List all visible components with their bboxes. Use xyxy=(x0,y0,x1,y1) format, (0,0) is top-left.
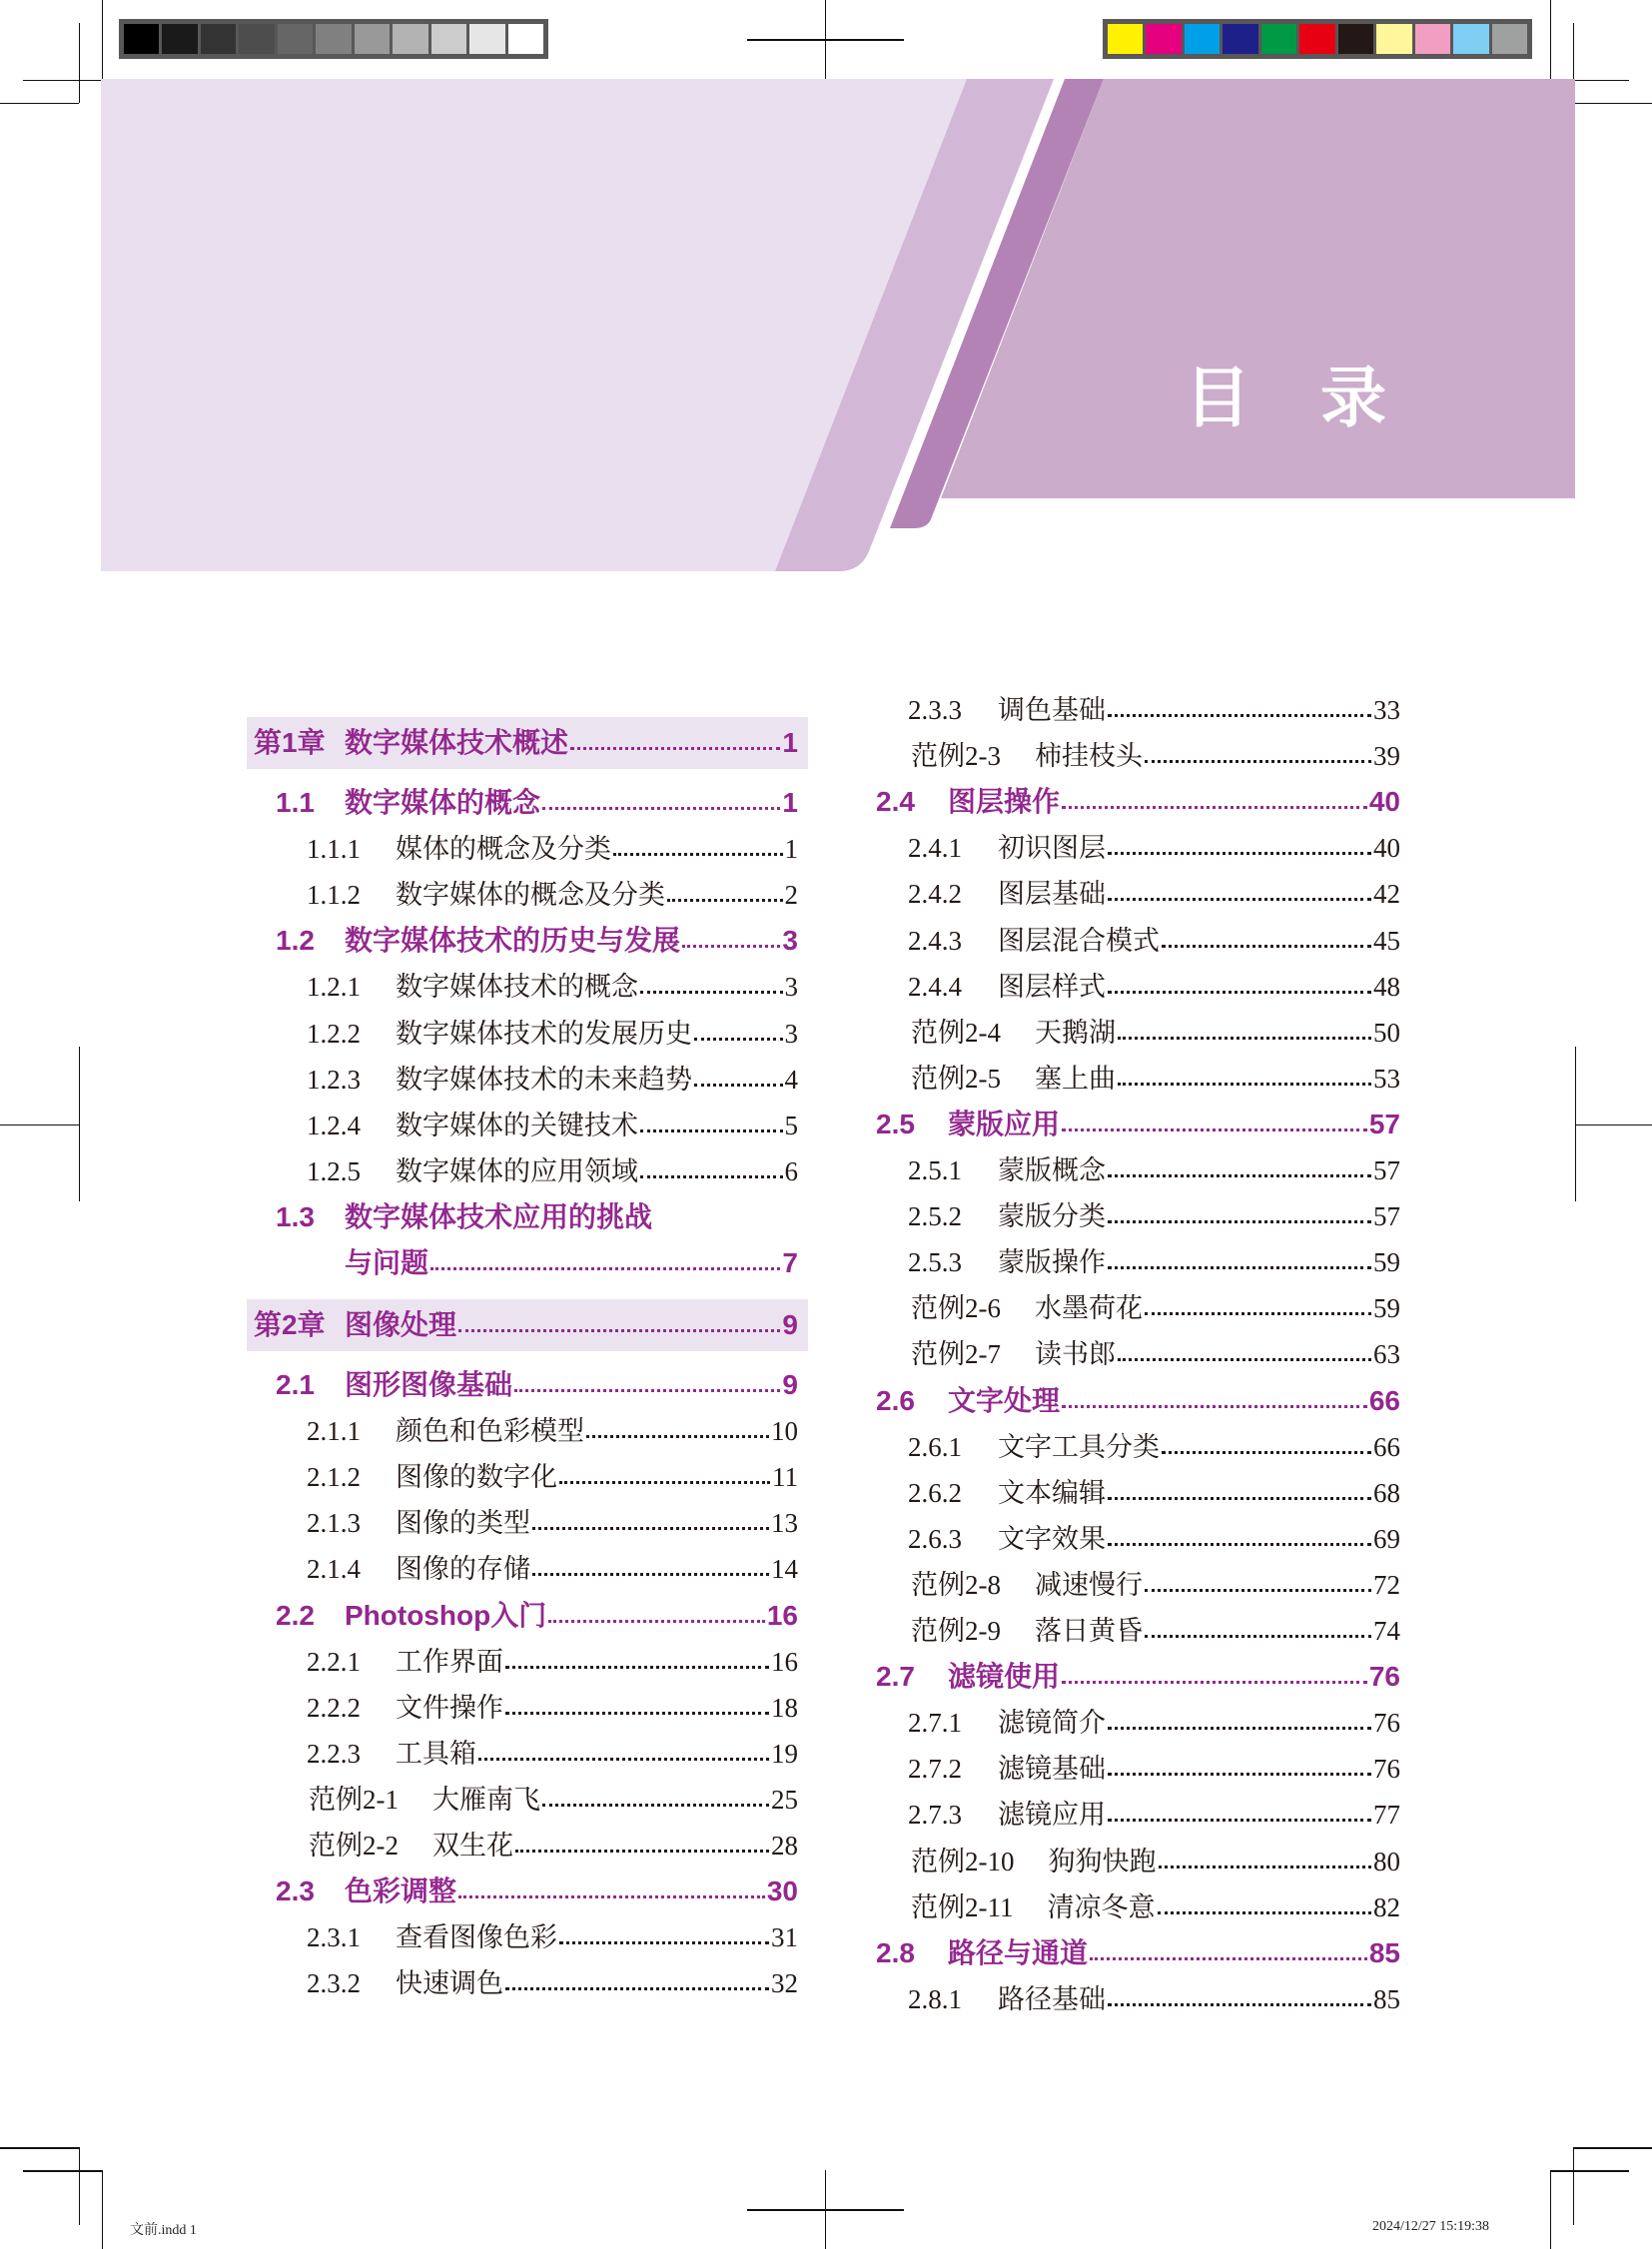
crop-mark-line xyxy=(1573,2147,1652,2149)
toc-entry-section[interactable] xyxy=(276,1362,798,1408)
toc-entry-sub[interactable] xyxy=(307,964,798,1010)
toc-entry-sub[interactable] xyxy=(908,918,1400,964)
entry-title: 减速慢行 xyxy=(1035,1569,1143,1600)
toc-entry-sub[interactable] xyxy=(307,1960,798,2006)
entry-title: 查看图像色彩 xyxy=(396,1922,557,1953)
entry-number: 2.8 xyxy=(876,1936,915,1968)
dot-leader xyxy=(514,1389,780,1392)
entry-page-number: 31 xyxy=(771,1922,798,1953)
toc-entry-sub[interactable] xyxy=(908,1746,1400,1792)
entry-page-number: 76 xyxy=(1373,1708,1400,1739)
toc-entry-example[interactable] xyxy=(911,1608,1400,1654)
entry-title: 蒙版概念 xyxy=(998,1155,1106,1185)
entry-title: 文字工具分类 xyxy=(998,1431,1160,1462)
entry-title: 滤镜使用 xyxy=(948,1661,1061,1693)
entry-title: 图层样式 xyxy=(998,971,1106,1002)
entry-number: 2.1.2 xyxy=(307,1462,361,1493)
entry-title: 数字媒体技术的未来趋势 xyxy=(396,1064,692,1095)
entry-page-number: 28 xyxy=(771,1831,798,1861)
entry-page-number: 1 xyxy=(782,727,798,758)
entry-number: 2.3.3 xyxy=(908,695,962,725)
entry-number: 2.7 xyxy=(876,1661,915,1693)
entry-number: 2.7.2 xyxy=(908,1754,962,1785)
entry-number: 2.6.3 xyxy=(908,1523,962,1554)
entry-page-number: 9 xyxy=(782,1369,798,1400)
toc-entry-sub[interactable] xyxy=(908,1976,1400,2022)
dot-leader xyxy=(682,945,780,948)
toc-entry-sub[interactable] xyxy=(908,1193,1400,1239)
dot-leader xyxy=(1145,1589,1371,1592)
entry-page-number: 5 xyxy=(784,1110,798,1140)
entry-title: 工具箱 xyxy=(396,1738,476,1769)
dot-leader xyxy=(1145,1312,1371,1315)
entry-page-number: 57 xyxy=(1368,1108,1400,1139)
entry-title: 滤镜简介 xyxy=(998,1708,1106,1739)
toc-entry-sub[interactable] xyxy=(307,1057,798,1103)
entry-title: 色彩调整 xyxy=(345,1875,457,1907)
toc-entry-section[interactable] xyxy=(876,1930,1400,1976)
entry-title: 狗狗快跑 xyxy=(1048,1846,1157,1876)
entry-title: 数字媒体的概念 xyxy=(345,787,541,818)
entry-title: 图像处理 xyxy=(345,1309,457,1340)
dot-leader xyxy=(1118,1083,1371,1086)
dot-leader xyxy=(1108,1174,1371,1177)
toc-entry-sub[interactable] xyxy=(908,1147,1400,1193)
entry-title: 数字媒体技术的历史与发展 xyxy=(345,925,681,957)
entry-number: 2.5.3 xyxy=(908,1247,962,1278)
toc-entry-sub[interactable] xyxy=(307,1639,798,1685)
entry-page-number: 3 xyxy=(782,925,798,957)
crop-mark-line xyxy=(23,2170,102,2172)
entry-page-number: 69 xyxy=(1373,1523,1400,1554)
dot-leader xyxy=(1108,1497,1371,1500)
entry-title: 快速调色 xyxy=(396,1968,503,1999)
entry-title: 数字媒体的关键技术 xyxy=(396,1110,638,1140)
footer-timestamp: 2024/12/27 15:19:38 xyxy=(1372,2219,1490,2234)
entry-number: 1.2.5 xyxy=(307,1155,361,1186)
dot-leader xyxy=(1062,806,1367,809)
entry-page-number: 7 xyxy=(782,1247,798,1278)
entry-number: 1.2.2 xyxy=(307,1018,361,1049)
toc-entry-section[interactable] xyxy=(876,1102,1400,1147)
entry-number: 范例2-2 xyxy=(309,1831,399,1861)
entry-page-number: 48 xyxy=(1373,971,1400,1002)
entry-title: 初识图层 xyxy=(998,833,1106,864)
entry-number: 范例2-5 xyxy=(911,1063,1001,1094)
crop-mark-line xyxy=(1575,1124,1652,1125)
entry-page-number: 16 xyxy=(771,1646,798,1677)
dot-leader xyxy=(1062,1128,1367,1131)
dot-leader xyxy=(570,747,780,750)
entry-number: 2.4.2 xyxy=(908,879,962,910)
dot-leader xyxy=(559,1941,769,1944)
dot-leader xyxy=(505,1712,769,1715)
entry-title: 文字处理 xyxy=(948,1384,1061,1416)
dot-leader xyxy=(1062,1681,1367,1684)
entry-page-number: 66 xyxy=(1368,1384,1400,1416)
entry-number: 2.4.1 xyxy=(908,833,962,864)
toc-entry-section[interactable] xyxy=(276,780,798,826)
toc-entry-section[interactable] xyxy=(876,1378,1400,1424)
toc-entry-sub[interactable] xyxy=(307,1011,798,1057)
toc-entry-sub[interactable] xyxy=(307,1103,798,1148)
toc-entry-section[interactable] xyxy=(276,1194,798,1240)
entry-number: 2.6.2 xyxy=(908,1477,962,1508)
dot-leader xyxy=(1145,1635,1371,1638)
dot-leader xyxy=(458,1329,780,1332)
entry-number: 1.3 xyxy=(276,1200,315,1232)
header-banner xyxy=(0,0,1652,599)
toc-entry-example[interactable] xyxy=(911,1839,1400,1884)
entry-page-number: 50 xyxy=(1373,1017,1400,1048)
dot-leader xyxy=(505,1987,769,1990)
dot-leader xyxy=(1108,852,1371,855)
entry-title: 数字媒体的概念及分类 xyxy=(396,880,665,911)
crop-mark-line xyxy=(0,2147,79,2149)
dot-leader xyxy=(694,1084,783,1087)
entry-title: 文件操作 xyxy=(396,1692,503,1723)
entry-page-number: 82 xyxy=(1373,1891,1400,1922)
entry-number: 2.1 xyxy=(276,1369,315,1400)
dot-leader xyxy=(1118,1358,1371,1361)
dot-leader xyxy=(1108,1727,1371,1730)
entry-page-number: 40 xyxy=(1368,786,1400,818)
entry-number: 范例2-11 xyxy=(911,1891,1014,1922)
dot-leader xyxy=(542,1804,769,1807)
entry-page-number: 40 xyxy=(1373,833,1400,864)
entry-title: 数字媒体技术的概念 xyxy=(396,972,638,1003)
dot-leader xyxy=(532,1573,769,1576)
entry-number: 2.1.4 xyxy=(307,1554,361,1585)
toc-entry-section[interactable] xyxy=(276,1593,798,1639)
entry-title: 图形图像基础 xyxy=(345,1369,513,1400)
crop-mark-line xyxy=(1550,2170,1551,2249)
dot-leader xyxy=(542,807,780,810)
toc-entry-sub[interactable] xyxy=(307,1148,798,1194)
dot-leader xyxy=(640,991,783,994)
dot-leader xyxy=(640,1129,783,1132)
entry-title: 颜色和色彩模型 xyxy=(396,1416,584,1447)
entry-title: 滤镜基础 xyxy=(998,1754,1106,1785)
toc-entry-sub[interactable] xyxy=(908,1424,1400,1470)
dot-leader xyxy=(559,1481,770,1484)
entry-number: 范例2-6 xyxy=(911,1293,1001,1324)
toc-entry-sub[interactable] xyxy=(307,1731,798,1777)
crop-mark-line xyxy=(102,2170,103,2249)
dot-leader xyxy=(1062,1405,1367,1408)
page-title: 目录 xyxy=(1185,360,1456,436)
dot-leader xyxy=(1108,1266,1371,1269)
entry-title: 图层混合模式 xyxy=(998,925,1160,956)
entry-page-number: 10 xyxy=(771,1416,798,1447)
toc-entry-sub[interactable] xyxy=(908,1239,1400,1285)
entry-page-number: 76 xyxy=(1368,1661,1400,1693)
entry-number: 2.3.1 xyxy=(307,1922,361,1953)
toc-entry-sub[interactable] xyxy=(908,687,1400,733)
toc-entry-sub[interactable] xyxy=(307,1454,798,1500)
entry-page-number: 77 xyxy=(1373,1800,1400,1831)
entry-page-number: 33 xyxy=(1373,695,1400,725)
entry-title: 文字效果 xyxy=(998,1523,1106,1554)
toc-entry-section[interactable] xyxy=(276,1869,798,1914)
toc-entry-section[interactable] xyxy=(276,918,798,964)
crop-mark-line xyxy=(747,2209,904,2211)
entry-title: 柿挂枝头 xyxy=(1035,741,1143,772)
toc-entry-sub[interactable] xyxy=(307,826,798,872)
entry-number: 1.2.1 xyxy=(307,972,361,1003)
entry-title: 水墨荷花 xyxy=(1035,1293,1143,1324)
entry-page-number: 39 xyxy=(1373,741,1400,772)
entry-page-number: 18 xyxy=(771,1692,798,1723)
entry-page-number: 3 xyxy=(784,972,798,1003)
entry-number: 2.5.2 xyxy=(908,1201,962,1232)
dot-leader xyxy=(1158,1911,1372,1914)
entry-number: 2.3.2 xyxy=(307,1968,361,1999)
entry-number: 2.2 xyxy=(276,1599,315,1631)
entry-number: 2.4.3 xyxy=(908,925,962,956)
entry-number: 2.5.1 xyxy=(908,1155,962,1185)
entry-number: 2.7.1 xyxy=(908,1708,962,1739)
dot-leader xyxy=(478,1758,769,1761)
dot-leader xyxy=(667,899,783,902)
entry-number: 2.6 xyxy=(876,1384,915,1416)
entry-number: 2.2.1 xyxy=(307,1646,361,1677)
dot-leader xyxy=(1108,2003,1371,2006)
entry-number: 2.2.3 xyxy=(307,1738,361,1769)
entry-title: 图像的数字化 xyxy=(396,1462,557,1493)
entry-page-number: 59 xyxy=(1373,1293,1400,1324)
entry-number: 2.2.2 xyxy=(307,1692,361,1723)
entry-number: 1.2 xyxy=(276,925,315,957)
dot-leader xyxy=(458,1895,765,1898)
entry-number: 1.1.1 xyxy=(307,834,361,865)
entry-page-number: 85 xyxy=(1368,1936,1400,1968)
entry-page-number: 6 xyxy=(784,1155,798,1186)
dot-leader xyxy=(586,1435,769,1438)
entry-title: 清凉冬意 xyxy=(1047,1891,1156,1922)
entry-number: 2.1.1 xyxy=(307,1416,361,1447)
toc-entry-sub[interactable] xyxy=(307,1685,798,1731)
entry-number: 1.1.2 xyxy=(307,880,361,911)
entry-title: 大雁南飞 xyxy=(432,1784,540,1815)
entry-page-number: 68 xyxy=(1373,1477,1400,1508)
entry-page-number: 3 xyxy=(784,1018,798,1049)
entry-page-number: 63 xyxy=(1373,1339,1400,1370)
entry-page-number: 59 xyxy=(1373,1247,1400,1278)
entry-title: 天鹅湖 xyxy=(1035,1017,1116,1048)
entry-number: 第2章 xyxy=(254,1309,326,1340)
entry-page-number: 53 xyxy=(1373,1063,1400,1094)
entry-number: 2.4.4 xyxy=(908,971,962,1002)
toc-entry-example[interactable] xyxy=(911,1010,1400,1056)
crop-mark-line xyxy=(79,2147,80,2225)
dot-leader xyxy=(1145,760,1371,763)
dot-leader xyxy=(1162,945,1371,948)
entry-page-number: 32 xyxy=(771,1968,798,1999)
entry-title: 调色基础 xyxy=(998,695,1106,725)
entry-title: Photoshop入门 xyxy=(345,1599,547,1631)
entry-title: 数字媒体技术概述 xyxy=(345,727,569,758)
entry-title: 图像的存储 xyxy=(396,1554,530,1585)
toc-entry-example[interactable] xyxy=(911,1331,1400,1377)
entry-number: 范例2-10 xyxy=(911,1846,1015,1876)
entry-page-number: 57 xyxy=(1373,1201,1400,1232)
entry-number: 2.1.3 xyxy=(307,1508,361,1539)
entry-page-number: 30 xyxy=(766,1875,798,1907)
dot-leader xyxy=(1090,1957,1367,1960)
entry-page-number: 13 xyxy=(771,1508,798,1539)
crop-mark-line xyxy=(1573,2147,1574,2225)
entry-page-number: 80 xyxy=(1373,1846,1400,1876)
entry-page-number: 1 xyxy=(782,787,798,818)
dot-leader xyxy=(1108,991,1371,994)
entry-number: 2.8.1 xyxy=(908,1983,962,2014)
entry-page-number: 57 xyxy=(1373,1155,1400,1185)
crop-mark-line xyxy=(79,1047,80,1201)
entry-title: 双生花 xyxy=(432,1831,513,1861)
entry-number: 1.1 xyxy=(276,787,315,818)
entry-page-number: 14 xyxy=(771,1554,798,1585)
dot-leader xyxy=(1108,1773,1371,1776)
dot-leader xyxy=(694,1038,783,1041)
toc-entry-sub[interactable] xyxy=(307,1408,798,1454)
toc-entry-example[interactable] xyxy=(309,1823,798,1869)
entry-title: 读书郎 xyxy=(1035,1339,1116,1370)
toc-entry-sub[interactable] xyxy=(908,1700,1400,1746)
entry-number: 2.3 xyxy=(276,1875,315,1907)
crop-mark-line xyxy=(0,1124,79,1125)
entry-title: 数字媒体的应用领域 xyxy=(396,1155,638,1186)
entry-title: 图像的类型 xyxy=(396,1508,530,1539)
toc-entry-sub[interactable] xyxy=(908,825,1400,871)
footer-filename: 文前.indd 1 xyxy=(130,2223,197,2238)
dot-leader xyxy=(505,1666,769,1669)
toc-entry-example[interactable] xyxy=(309,1777,798,1823)
dot-leader xyxy=(1118,1037,1371,1040)
entry-title: 路径基础 xyxy=(998,1983,1106,2014)
entry-number: 第1章 xyxy=(254,727,326,758)
entry-title: 工作界面 xyxy=(396,1646,503,1677)
toc-entry-sub[interactable] xyxy=(307,1914,798,1960)
toc-entry-section[interactable] xyxy=(876,1654,1400,1700)
dot-leader xyxy=(1108,1543,1371,1546)
dot-leader xyxy=(1162,1451,1371,1454)
toc-entry-chapter[interactable] xyxy=(254,720,798,766)
entry-number: 范例2-8 xyxy=(911,1569,1001,1600)
entry-page-number: 42 xyxy=(1373,879,1400,910)
entry-title: 路径与通道 xyxy=(948,1936,1089,1968)
toc-entry-sub[interactable] xyxy=(307,1500,798,1546)
toc-entry-section[interactable] xyxy=(876,779,1400,825)
toc-entry-section[interactable] xyxy=(276,1240,798,1286)
dot-leader xyxy=(532,1527,769,1530)
crop-mark-line xyxy=(1550,2170,1629,2172)
toc-entry-example[interactable] xyxy=(911,1285,1400,1331)
dot-leader xyxy=(548,1620,765,1623)
entry-title: 塞上曲 xyxy=(1035,1063,1116,1094)
dot-leader xyxy=(1159,1866,1372,1869)
entry-title: 图层基础 xyxy=(998,879,1106,910)
entry-page-number: 74 xyxy=(1373,1616,1400,1646)
entry-number: 1.2.4 xyxy=(307,1110,361,1140)
entry-page-number: 85 xyxy=(1373,1983,1400,2014)
toc-entry-sub[interactable] xyxy=(908,1516,1400,1562)
entry-page-number: 16 xyxy=(766,1599,798,1631)
dot-leader xyxy=(1108,898,1371,901)
toc-entry-example[interactable] xyxy=(911,1562,1400,1608)
dot-leader xyxy=(1108,714,1371,717)
entry-number: 1.2.3 xyxy=(307,1064,361,1095)
dot-leader xyxy=(613,853,783,856)
entry-number: 范例2-7 xyxy=(911,1339,1001,1370)
entry-number: 范例2-3 xyxy=(911,741,1001,772)
entry-title: 数字媒体技术的发展历史 xyxy=(396,1018,692,1049)
toc-entry-sub[interactable] xyxy=(908,1470,1400,1516)
entry-page-number: 2 xyxy=(784,880,798,911)
entry-page-number: 19 xyxy=(771,1738,798,1769)
dot-leader xyxy=(515,1850,769,1853)
toc-entry-sub[interactable] xyxy=(908,871,1400,917)
entry-title: 滤镜应用 xyxy=(998,1800,1106,1831)
toc-entry-sub[interactable] xyxy=(307,872,798,918)
entry-page-number: 45 xyxy=(1373,925,1400,956)
entry-page-number: 4 xyxy=(784,1064,798,1095)
entry-page-number: 25 xyxy=(771,1784,798,1815)
entry-title: 蒙版操作 xyxy=(998,1247,1106,1278)
entry-page-number: 1 xyxy=(784,834,798,865)
entry-number: 2.4 xyxy=(876,786,915,818)
toc-entry-example[interactable] xyxy=(911,1056,1400,1102)
entry-title: 文本编辑 xyxy=(998,1477,1106,1508)
entry-number: 范例2-1 xyxy=(309,1784,399,1815)
entry-page-number: 9 xyxy=(782,1309,798,1340)
dot-leader xyxy=(1108,1819,1371,1822)
dot-leader xyxy=(430,1267,780,1270)
toc-entry-example[interactable] xyxy=(911,733,1400,779)
toc-entry-sub[interactable] xyxy=(307,1546,798,1592)
entry-title: 图层操作 xyxy=(948,786,1061,818)
entry-title: 蒙版分类 xyxy=(998,1201,1106,1232)
toc-entry-chapter[interactable] xyxy=(254,1302,798,1348)
entry-number: 2.7.3 xyxy=(908,1800,962,1831)
entry-title-continued: 与问题 xyxy=(345,1247,429,1278)
entry-title: 落日黄昏 xyxy=(1035,1616,1143,1646)
entry-title: 蒙版应用 xyxy=(948,1108,1061,1139)
entry-title: 媒体的概念及分类 xyxy=(396,834,611,865)
entry-page-number: 11 xyxy=(772,1462,798,1493)
entry-number: 2.6.1 xyxy=(908,1431,962,1462)
entry-page-number: 76 xyxy=(1373,1754,1400,1785)
entry-number: 范例2-4 xyxy=(911,1017,1001,1048)
dot-leader xyxy=(1108,1220,1371,1223)
toc-entry-sub[interactable] xyxy=(908,964,1400,1010)
toc-entry-example[interactable] xyxy=(911,1884,1400,1930)
entry-page-number: 72 xyxy=(1373,1569,1400,1600)
entry-number: 范例2-9 xyxy=(911,1616,1001,1646)
dot-leader xyxy=(640,1175,783,1178)
entry-title: 数字媒体技术应用的挑战 xyxy=(345,1200,653,1232)
toc-entry-sub[interactable] xyxy=(908,1792,1400,1838)
entry-number: 2.5 xyxy=(876,1108,915,1139)
entry-page-number: 66 xyxy=(1373,1431,1400,1462)
